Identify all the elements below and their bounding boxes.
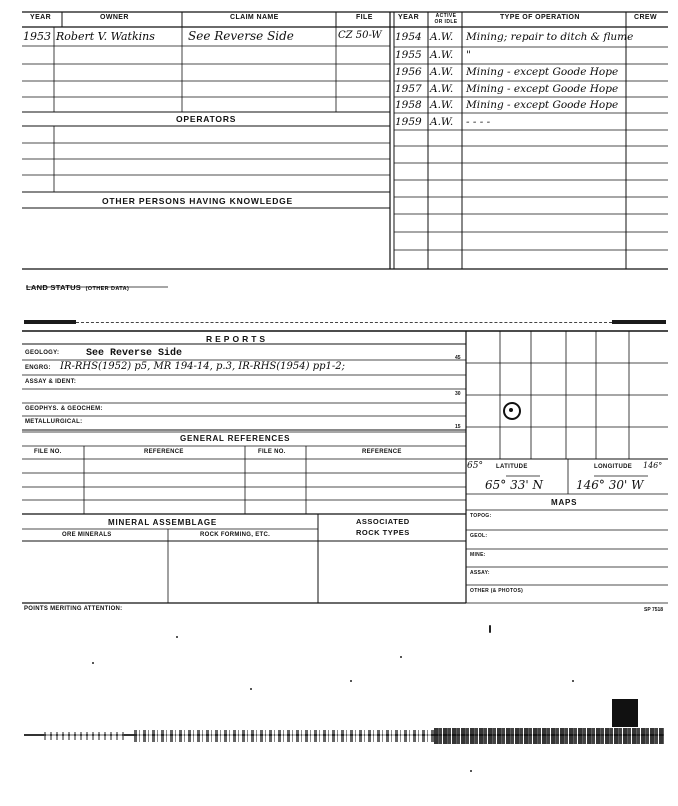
header-year: YEAR [30,14,52,21]
land-status-label: LAND STATUS [26,283,82,292]
speck [350,680,352,682]
activity-year: 1958 [395,99,422,111]
header-type-of-operation: TYPE OF OPERATION [500,14,580,21]
header-owner: OWNER [100,14,129,21]
ore-minerals-label: ORE MINERALS [62,532,112,538]
lat-prefix: 65° [467,461,483,471]
activity-status: A.W. [430,31,454,43]
maps-assay: ASSAY: [470,570,490,576]
scan-noise-band [24,724,664,746]
activity-year: 1957 [395,83,422,95]
maps-title: MAPS [551,498,578,507]
header-crew: CREW [634,14,657,21]
land-status-sub: (OTHER DATA) [85,286,130,292]
general-references-title: GENERAL REFERENCES [180,434,291,443]
operators-label: OPERATORS [176,114,237,124]
maps-mine: MINE: [470,552,486,558]
activity-status: A.W. [430,116,454,128]
owner-entry-claim: See Reverse Side [188,29,294,43]
owner-entry-file: CZ 50-W [338,30,382,41]
mineral-assemblage-title: MINERAL ASSEMBLAGE [108,518,218,527]
speck [489,625,491,633]
maps-other: OTHER (& PHOTOS) [470,588,524,594]
geophys-label: GEOPHYS. & GEOCHEM: [25,406,103,412]
activity-operation: Mining - except Goode Hope [466,66,619,78]
margin-number-15: 15 [455,424,461,430]
engrg-label: ENGRG: [25,365,51,371]
scan-corner-block [612,699,638,727]
scan-mark [24,320,76,324]
engrg-value: IR-RHS(1952) p5, MR 194-14, p.3, IR-RHS(1954) pp1-2; [60,361,345,372]
assay-label: ASSAY & IDENT: [25,379,77,385]
activity-status: A.W. [430,66,454,78]
activity-operation: " [466,49,471,61]
speck [470,770,472,772]
land-status-heading [26,277,129,295]
longitude-value: 146° 30' W [576,478,644,492]
activity-year: 1959 [395,116,422,128]
col-reference: REFERENCE [144,449,184,455]
header-year-2: YEAR [398,14,420,21]
points-meriting-attention-label: POINTS MERITING ATTENTION: [24,606,123,612]
speck [400,656,402,658]
activity-operation: Mining - except Goode Hope [466,99,619,111]
header-claim-name: CLAIM NAME [230,14,279,21]
col-file-no: FILE NO. [34,449,62,455]
activity-operation: Mining; repair to ditch & flume [466,31,634,43]
lon-suffix: 146° [643,461,663,470]
margin-number-30: 30 [455,391,461,397]
geology-label: GEOLOGY: [25,350,60,356]
associated-label: ASSOCIATED [356,517,410,526]
activity-status: A.W. [430,49,454,61]
header-active-or-idle: ACTIVE OR IDLE [434,13,458,25]
activity-operation: - - - - [466,116,491,128]
activity-status: A.W. [430,83,454,95]
activity-status: A.W. [430,99,454,111]
speck [572,680,574,682]
latitude-label: LATITUDE [496,464,528,470]
location-marker-icon [503,402,521,420]
activity-year: 1956 [395,66,422,78]
speck [176,636,178,638]
speck [92,662,94,664]
owner-entry-year: 1953 [23,30,51,43]
reports-title: REPORTS [206,334,269,344]
header-file: FILE [356,14,373,21]
scan-dashes [76,322,612,323]
col-file-no-2: FILE NO. [258,449,286,455]
latitude-value: 65° 33' N [485,478,543,492]
scan-mark [612,320,666,324]
activity-year: 1954 [395,31,422,43]
speck [250,688,252,690]
col-reference-2: REFERENCE [362,449,402,455]
rock-forming-label: ROCK FORMING, ETC. [200,532,271,538]
metallurgical-label: METALLURGICAL: [25,419,83,425]
rock-types-label: ROCK TYPES [356,528,410,537]
longitude-label: LONGITUDE [594,464,633,470]
other-persons-label: OTHER PERSONS HAVING KNOWLEDGE [102,196,294,206]
owner-entry-name: Robert V. Watkins [56,30,155,43]
form-number: SP 7518 [644,607,664,613]
maps-geol: GEOL: [470,533,488,539]
activity-year: 1955 [395,49,422,61]
activity-operation: Mining - except Goode Hope [466,83,619,95]
geology-value: See Reverse Side [86,348,183,359]
maps-topog: TOPOG: [470,513,492,519]
margin-number-45: 45 [455,355,461,361]
